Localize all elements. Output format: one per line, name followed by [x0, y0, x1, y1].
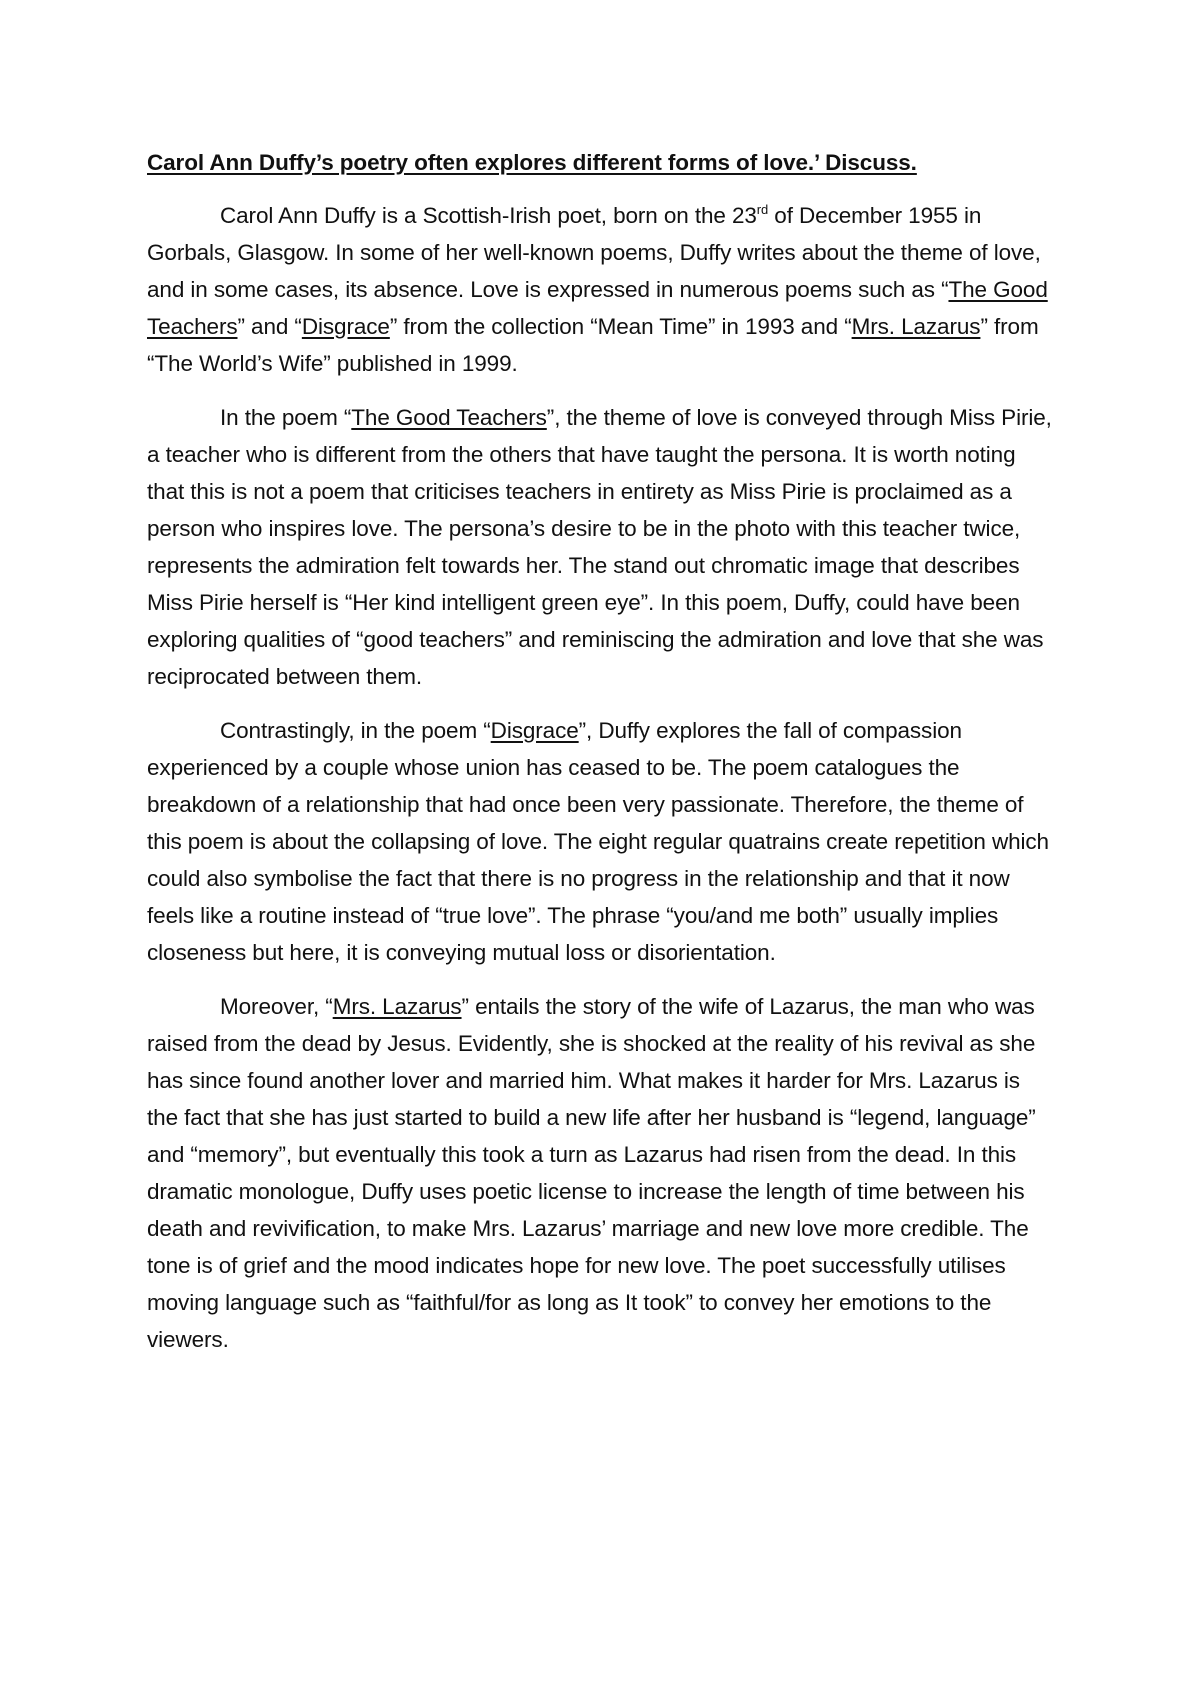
paragraph-mrs-lazarus — [147, 988, 1057, 1358]
paragraph-good-teachers — [147, 399, 1057, 695]
paragraph-disgrace — [147, 712, 1057, 971]
document-title: Carol Ann Duffy’s poetry often explores different forms of love.’ Discuss. — [147, 150, 917, 175]
paragraph-text: ” from “The World’s Wife” published in 1999. — [147, 314, 1039, 376]
poem-title-disgrace: Disgrace — [301, 314, 390, 339]
poem-title-good-teachers: The Good Teachers — [147, 277, 1048, 339]
poem-title-mrs-lazarus: Mrs. Lazarus — [332, 994, 462, 1019]
paragraph-text: Carol Ann Duffy is a Scottish-Irish poet, born on the 23 — [220, 203, 757, 228]
paragraph-introduction — [147, 197, 1057, 382]
poem-title-good-teachers: The Good Teachers — [351, 405, 547, 430]
paragraph-text: ” and “ — [237, 314, 302, 339]
paragraph-text: of December 1955 in Gorbals, Glasgow. In some of her well-known poems, Duffy writes about the theme of love, and in some cases, its absence. Love is expressed in numerous poems such as “ — [147, 203, 1041, 302]
paragraph-text: Contrastingly, in the poem “ — [220, 718, 491, 743]
document-body — [147, 148, 1057, 1375]
paragraph-text: ”, Duffy explores the fall of compassion experienced by a couple whose union has ceased to be. The poem catalogues the breakdown of a relationship that had once been very passionate. Therefore, the theme of this poem is about the collapsing of love. The eight regular quatrains create repetition which could also symbolise the fact that there is no progress in the relationship and that it now feels like a routine instead of “true love”. The phrase “you/and me both” usually implies closeness but here, it is conveying mutual loss or disorientation. — [147, 718, 1049, 965]
ordinal-superscript: rd — [756, 202, 769, 217]
paragraph-text: ” entails the story of the wife of Lazarus, the man who was raised from the dead by Jesus. Evidently, she is shocked at the reality of his revival as she has since found another lover and married him. What makes it harder for Mrs. Lazarus is the fact that she has just started to build a new life after her husband is “legend, language” and “memory”, but eventually this took a turn as Lazarus had risen from the dead. In this dramatic monologue, Duffy uses poetic license to increase the length of time between his death and revivification, to make Mrs. Lazarus’ marriage and new love more credible. The tone is of grief and the mood indicates hope for new love. The poet successfully utilises moving language such as “faithful/for as long as It took” to convey her emotions to the viewers. — [147, 994, 1036, 1352]
paragraph-text: ”, the theme of love is conveyed through Miss Pirie, a teacher who is different from the others that have taught the persona. It is worth noting that this is not a poem that criticises teachers in entirety as Miss Pirie is proclaimed as a person who inspires love. The persona’s desire to be in the photo with this teacher twice, represents the admiration felt towards her. The stand out chromatic image that describes Miss Pirie herself is “Her kind intelligent green eye”. In this poem, Duffy, could have been exploring qualities of “good teachers” and reminiscing the admiration and love that she was reciprocated between them. — [147, 405, 1052, 689]
poem-title-disgrace: Disgrace — [490, 718, 579, 743]
paragraph-text: ” from the collection “Mean Time” in 1993 and “ — [389, 314, 852, 339]
poem-title-mrs-lazarus: Mrs. Lazarus — [851, 314, 981, 339]
paragraph-text: Moreover, “ — [220, 994, 333, 1019]
paragraph-text: In the poem “ — [220, 405, 352, 430]
